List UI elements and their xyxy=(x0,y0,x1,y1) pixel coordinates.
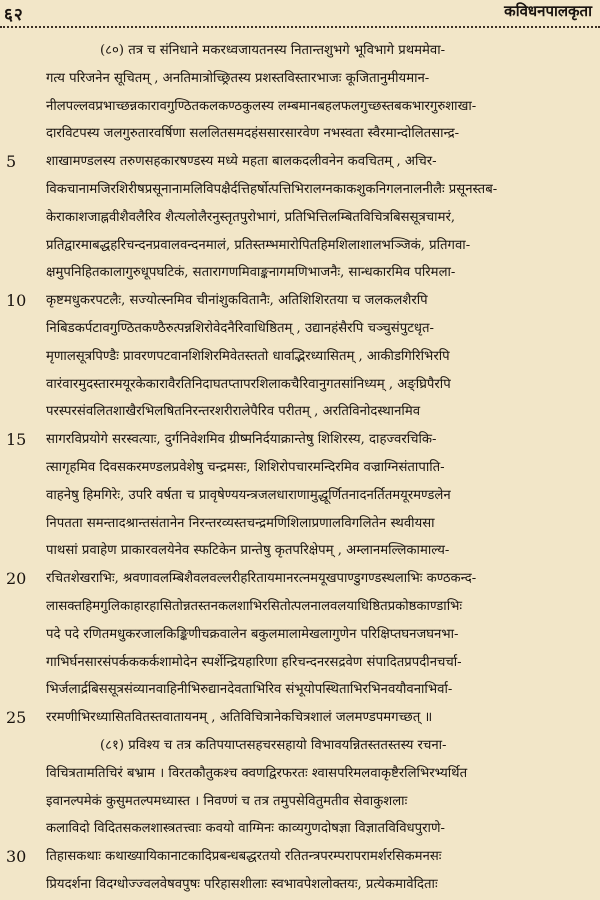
text-line xyxy=(0,288,600,316)
text-line xyxy=(0,872,600,900)
line-text: (८१) प्रविश्य च तत्र कतिपयाप्तसहचरसहायो विभावयन्नितस्ततस्तस्य रचना- xyxy=(100,737,447,753)
text-line xyxy=(0,483,600,511)
line-text: प्रतिद्वारमाबद्धहरिचन्दनप्रवालवन्दनमालं, प्रतिस्तम्भमारोपितहिमशिलाशालभञ्जिकं, प्रतिगवा- xyxy=(46,237,471,253)
line-text: कलाविदो विदितसकलशास्त्रतत्त्वाः कवयो वाग्मिनः काव्यगुणदोषज्ञा विज्ञातविविधपुराणे- xyxy=(46,821,445,837)
line-text: शाखामण्डलस्य तरुणसहकारषण्डस्य मध्ये महता बालकदलीवनेन कवचितम् , अचिर- xyxy=(46,154,437,170)
line-text: वाहनेषु हिमगिरेः, उपरि वर्षता च प्रावृषेण्ययन्त्रजलधाराणामुद्धूर्णितनादनर्तितमयूरमण्डलेन xyxy=(46,487,451,503)
line-text: प्रियदर्शना विदग्धोज्ज्वलवेषवपुषः परिहासशीलाः स्वभावपेशलोक्तयः, प्रत्येकमावेदिताः xyxy=(46,876,438,892)
text-line xyxy=(0,260,600,288)
line-text: गत्य परिजनेन सूचितम् , अनतिमात्रोच्छ्रितस्य प्रशस्तविस्तारभाजः कूजितानुमीयमान- xyxy=(46,70,430,86)
text-line xyxy=(0,94,600,122)
text-line xyxy=(0,789,600,817)
text-line xyxy=(0,816,600,844)
line-number: 30 xyxy=(6,847,27,867)
text-line xyxy=(0,761,600,789)
text-line xyxy=(0,344,600,372)
line-number: 20 xyxy=(6,569,27,589)
text-line xyxy=(0,372,600,400)
line-text: ररमणीभिरध्यासितवितस्तवातायनम् , अतिविचित्रानेकचित्रशालं जलमण्डपमगच्छत् ॥ xyxy=(46,710,433,726)
text-line xyxy=(0,316,600,344)
line-text: विकचानामजिरशिरीषप्रसूनानामलिविपक्षैर्दत्तिहर्षोत्पत्तिभिरालग्नकाकशुकनिगलनालनीलैः प्रसूनस्तब- xyxy=(46,181,498,197)
text-line xyxy=(0,233,600,261)
line-text: भिर्जलार्द्रबिससूत्रसंव्यानवाहिनीभिरुद्यानदेवताभिरिव संभूयोपस्थिताभिरभिनवयौवनाभिर्वा- xyxy=(46,682,453,698)
text-body xyxy=(0,38,600,900)
text-line xyxy=(0,149,600,177)
line-number: 15 xyxy=(6,430,27,450)
header-dotted-rule xyxy=(0,26,600,28)
text-line xyxy=(0,566,600,594)
text-line xyxy=(0,66,600,94)
text-line xyxy=(0,427,600,455)
text-line xyxy=(0,121,600,149)
text-line xyxy=(0,205,600,233)
line-text: पाथसां प्रवाहेण प्राकारवलयेनेव स्फटिकेन प्रान्तेषु कृतपरिक्षेपम् , अम्लानमल्लिकामाल्य- xyxy=(46,543,450,559)
text-line xyxy=(0,511,600,539)
text-line xyxy=(0,844,600,872)
line-text: गाभिर्घनसारसंपर्कककर्कशामोदेन स्पर्शेन्द्रियहारिणा हरिचन्दनरसद्रवेण संपादितप्रपदीनचर्चा- xyxy=(46,654,462,670)
text-line xyxy=(0,455,600,483)
running-head: कविधनपालकृता xyxy=(504,2,592,20)
line-number: 25 xyxy=(6,708,27,728)
text-line xyxy=(0,594,600,622)
text-line xyxy=(0,733,600,761)
line-text: त्सागृहमिव दिवसकरमण्डलप्रवेशेषु चन्द्रमसः, शिशिरोपचारमन्दिरमिव वज्राग्निसंतापाति- xyxy=(46,459,445,475)
line-text: मृणालसूत्रपिण्डैः प्रावरणपटवानशिशिरमिवेतस्ततो धावद्भिरध्यासितम् , आकीडगिरिभिरपि xyxy=(46,348,450,364)
line-text: पदे पदे रणितमधुकरजालकिङ्किणीचक्रवालेन बकुलमालामेखलागुणेन परिक्षिप्तघनजघनभा- xyxy=(46,626,459,642)
line-text: परस्परसंवलितशाखैरभिलषितनिरन्तरशरीरालेपैरिव परीतम् , अरतिविनोदस्थानमिव xyxy=(46,404,421,420)
text-line xyxy=(0,399,600,427)
text-line xyxy=(0,177,600,205)
line-number: 10 xyxy=(6,291,27,311)
text-line xyxy=(0,622,600,650)
line-text: तिहासकथाः कथाख्यायिकानाटकादिप्रबन्धबद्धरतयो रतितन्त्रपरम्परापरामर्शरसिकमनसः xyxy=(46,849,442,865)
line-text: वारंवारमुदस्तारमयूरकेकारावैरतिनिदाघतप्तापरशिलाकचैरिवानुगतसांनिध्यम् , अङ्घ्रिपैरपि xyxy=(46,376,451,392)
page-number: ६२ xyxy=(4,5,24,25)
line-text: रचितशेखराभिः, श्रवणावलम्बिशैवलवल्लरीहरितायमानरत्नमयूखपाण्डुगण्डस्थलाभिः कण्ठकन्द- xyxy=(46,571,477,587)
text-line xyxy=(0,677,600,705)
line-text: सागरविप्रयोगे सरस्वत्याः, दुर्गनिवेशमिव ग्रीष्मनिर्दयाक्रान्तेषु शिशिरस्य, दाहज्वरचिकि- xyxy=(46,432,437,448)
text-line xyxy=(0,705,600,733)
text-line xyxy=(0,38,600,66)
text-line xyxy=(0,650,600,678)
line-text: लासक्तहिमगुलिकाहारहासितोन्नतस्तनकलशाभिरसितोत्पलनालवलयाधिष्ठितप्रकोष्ठकाण्डाभिः xyxy=(46,598,463,614)
line-text: इवानल्पमेकं कुसुमतल्पमध्यास्त । निवण्णं च तत्र तमुपसेवितुमतीव सेवाकुशलाः xyxy=(46,793,408,809)
line-text: नीलपल्लवप्रभाच्छन्नकारावगुण्ठितकलकण्ठकुलस्य लम्बमानबहलफलगुच्छस्तबकभारगुरुशाखा- xyxy=(46,98,477,114)
text-line xyxy=(0,538,600,566)
line-text: निपतता समन्तादश्रान्तसंतानेन निरन्तरव्यस्तचन्द्रमणिशिलाप्रणालविगलितेन स्थवीयसा xyxy=(46,515,435,531)
line-text: कृष्टमधुकरपटलैः, सज्योत्स्नमिव चीनांशुकवितानैः, अतिशिशिरतया च जलकलशैरपि xyxy=(46,293,428,309)
line-number: 5 xyxy=(6,152,17,172)
line-text: निबिडकर्पटावगुण्ठितकण्ठैरुत्पन्नशिरोवेदनैरिवाधिष्ठितम् , उद्यानहंसैरपि चञ्चुसंपुटधृत- xyxy=(46,320,434,336)
line-text: (८०) तत्र च संनिधाने मकरध्वजायतनस्य नितान्तशुभगे भूविभागे प्रथममेवा- xyxy=(100,43,446,58)
line-text: विचित्रतामतिचिरं बभ्राम । विरतकौतुकश्च क्वणद्विरफरतः श्वासपरिमलवाकृष्टैरलिभिरभ्यर्थित xyxy=(46,765,468,781)
page-header xyxy=(0,0,600,26)
line-text: दारविटपस्य जलगुरुतारवर्षिणा सललितसमदहंससारसारवेण नभस्वता स्वैरमान्दोलितसान्द्र- xyxy=(46,126,460,142)
line-text: क्षमुपनिहितकालागुरुधूपघटिकं, सतारागणमिवाङ्कनागमणिभाजनैः, सान्धकारमिव परिमला- xyxy=(46,265,456,281)
line-text: केराकाशजाह्नवीशैवलैरिव शैत्यलोलैरनुस्तृतपुरोभागं, प्रतिभित्तिलम्बितविचित्रबिससूत्रचामरं, xyxy=(46,209,456,225)
